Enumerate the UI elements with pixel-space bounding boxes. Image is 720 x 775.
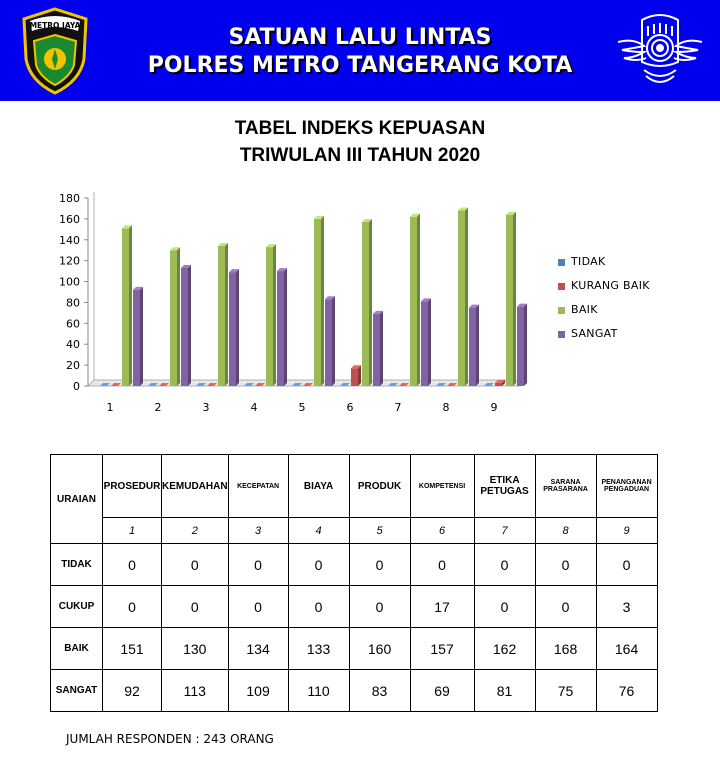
column-header: ETIKA PETUGAS — [474, 455, 535, 518]
bar-front — [314, 219, 321, 386]
table-cell: 0 — [228, 544, 288, 586]
bar — [133, 287, 143, 386]
bar — [469, 305, 479, 386]
bar — [517, 304, 527, 386]
y-tick-label: 100 — [59, 275, 80, 289]
bar-front — [181, 268, 188, 386]
table-cell: 133 — [288, 628, 349, 670]
legend-swatch — [558, 283, 565, 290]
y-tick-label: 80 — [66, 296, 80, 310]
bar — [421, 298, 431, 386]
table-index-row — [51, 518, 658, 544]
bar-front — [469, 308, 476, 386]
x-tick-label: 5 — [298, 401, 306, 414]
table-cell: 0 — [288, 586, 349, 628]
table-row — [51, 628, 658, 670]
bar — [170, 247, 180, 386]
legend-label: TIDAK — [571, 255, 606, 268]
table-cell: 69 — [410, 670, 474, 712]
bar-front — [229, 272, 236, 386]
bar-side — [380, 311, 383, 386]
x-tick-label: 8 — [442, 401, 450, 414]
table-cell: 110 — [288, 670, 349, 712]
column-header: PROSEDUR — [103, 455, 162, 518]
bar — [458, 208, 468, 386]
y-tick-label: 40 — [66, 338, 80, 352]
legend-item — [558, 279, 718, 303]
table-header-row — [51, 455, 658, 518]
bar-side — [332, 296, 335, 386]
corner-header: URAIAN — [51, 455, 103, 544]
bar — [218, 243, 228, 386]
bar-side — [273, 244, 276, 386]
bar-front — [133, 290, 140, 386]
bar-front — [373, 314, 380, 386]
bar-front — [325, 299, 332, 386]
bar — [277, 268, 287, 386]
column-index: 3 — [228, 518, 288, 544]
table-row — [51, 586, 658, 628]
table-cell: 0 — [288, 544, 349, 586]
column-header: PRODUK — [349, 455, 410, 518]
table-cell: 157 — [410, 628, 474, 670]
bar-front — [458, 211, 465, 386]
chart-legend — [558, 255, 718, 351]
bar-front — [495, 383, 502, 386]
x-tick-label: 6 — [346, 401, 354, 414]
satisfaction-bar-chart — [40, 186, 540, 416]
bar-side — [513, 212, 516, 386]
bar-side — [177, 247, 180, 386]
column-index: 6 — [410, 518, 474, 544]
table-cell: 17 — [410, 586, 474, 628]
bar — [266, 244, 276, 386]
bar-front — [170, 250, 177, 386]
table-row — [51, 544, 658, 586]
bar-side — [524, 304, 527, 386]
header-title-line1: SATUAN LALU LINTAS — [228, 25, 492, 50]
column-header: KOMPETENSI — [410, 455, 474, 518]
column-index: 4 — [288, 518, 349, 544]
badge-text: METRO JAYA — [29, 21, 81, 30]
table-cell: 134 — [228, 628, 288, 670]
chart-title-line2: TRIWULAN III TAHUN 2020 — [239, 145, 481, 166]
bar-front — [362, 222, 369, 386]
column-header: BIAYA — [288, 455, 349, 518]
column-header: PENANGANAN PENGADUAN — [596, 455, 657, 518]
table-cell: 75 — [535, 670, 596, 712]
y-tick-label: 180 — [59, 192, 80, 205]
bar-side — [358, 365, 361, 386]
table-row — [51, 670, 658, 712]
table-cell: 0 — [535, 544, 596, 586]
column-header: KEMUDAHAN — [162, 455, 229, 518]
bar-front — [517, 307, 524, 386]
table-cell: 0 — [103, 586, 162, 628]
bar-front — [122, 228, 129, 386]
bar-side — [140, 287, 143, 386]
table-cell: 3 — [596, 586, 657, 628]
metro-jaya-badge-icon — [20, 7, 90, 95]
bar-side — [321, 216, 324, 386]
legend-swatch — [558, 331, 565, 338]
bar-side — [476, 305, 479, 386]
table-cell: 130 — [162, 628, 229, 670]
table-cell: 164 — [596, 628, 657, 670]
table-cell: 151 — [103, 628, 162, 670]
bar-front — [277, 271, 284, 386]
table-cell: 83 — [349, 670, 410, 712]
table-cell: 0 — [410, 544, 474, 586]
bar — [410, 214, 420, 386]
column-index: 7 — [474, 518, 535, 544]
bar-front — [351, 368, 358, 386]
table-cell: 0 — [228, 586, 288, 628]
y-tick-label: 140 — [59, 233, 80, 247]
table-cell: 0 — [596, 544, 657, 586]
legend-label: SANGAT — [571, 327, 618, 340]
table-cell: 0 — [103, 544, 162, 586]
x-tick-label: 3 — [202, 401, 210, 414]
table-cell: 0 — [162, 544, 229, 586]
table-cell: 0 — [162, 586, 229, 628]
bar-front — [266, 247, 273, 386]
table-cell: 0 — [349, 544, 410, 586]
bar-side — [369, 219, 372, 386]
bar-side — [417, 214, 420, 386]
bar — [314, 216, 324, 386]
table-cell: 81 — [474, 670, 535, 712]
table-cell: 76 — [596, 670, 657, 712]
x-tick-label: 2 — [154, 401, 162, 414]
bar — [181, 265, 191, 386]
y-tick-label: 20 — [66, 359, 80, 373]
column-index: 9 — [596, 518, 657, 544]
row-label: SANGAT — [51, 670, 103, 712]
table-cell: 0 — [474, 544, 535, 586]
legend-label: BAIK — [571, 303, 598, 316]
bar-front — [506, 215, 513, 386]
column-header: KECEPATAN — [228, 455, 288, 518]
y-tick-label: 160 — [59, 212, 80, 226]
column-index: 5 — [349, 518, 410, 544]
bar — [506, 212, 516, 386]
legend-swatch — [558, 307, 565, 314]
y-tick-label: 0 — [73, 380, 80, 393]
satisfaction-table — [50, 454, 658, 712]
row-label: TIDAK — [51, 544, 103, 586]
y-tick-label: 120 — [59, 254, 80, 268]
table-cell: 92 — [103, 670, 162, 712]
table-cell: 0 — [474, 586, 535, 628]
table-cell: 109 — [228, 670, 288, 712]
table-cell: 113 — [162, 670, 229, 712]
x-tick-label: 9 — [490, 401, 498, 414]
legend-label: KURANG BAIK — [571, 279, 650, 292]
legend-item — [558, 327, 718, 351]
traffic-police-emblem-icon — [614, 8, 706, 90]
legend-item — [558, 255, 718, 279]
bar — [122, 225, 132, 386]
y-tick-label: 60 — [66, 317, 80, 331]
bar — [325, 296, 335, 386]
bar-side — [428, 298, 431, 386]
column-index: 2 — [162, 518, 229, 544]
bar — [362, 219, 372, 386]
header-banner — [0, 0, 720, 101]
column-index: 8 — [535, 518, 596, 544]
table-cell: 0 — [349, 586, 410, 628]
row-label: CUKUP — [51, 586, 103, 628]
x-tick-label: 4 — [250, 401, 258, 414]
table-cell: 162 — [474, 628, 535, 670]
respondent-count: JUMLAH RESPONDEN : 243 ORANG — [66, 732, 274, 746]
x-tick-label: 1 — [106, 401, 114, 414]
column-header: SARANA PRASARANA — [535, 455, 596, 518]
bar-front — [410, 217, 417, 386]
bar-side — [284, 268, 287, 386]
row-label: BAIK — [51, 628, 103, 670]
bar — [351, 365, 361, 386]
table-cell: 168 — [535, 628, 596, 670]
header-title-line2: POLRES METRO TANGERANG KOTA — [147, 53, 573, 78]
table-cell: 160 — [349, 628, 410, 670]
bar — [373, 311, 383, 386]
bar-front — [421, 301, 428, 386]
bar-side — [236, 269, 239, 386]
bar-side — [465, 208, 468, 386]
chart-title-line1: TABEL INDEKS KEPUASAN — [234, 118, 486, 139]
bar — [229, 269, 239, 386]
bar-front — [218, 246, 225, 386]
bar-side — [188, 265, 191, 386]
bar-side — [129, 225, 132, 386]
legend-item — [558, 303, 718, 327]
bar-side — [225, 243, 228, 386]
x-tick-label: 7 — [394, 401, 402, 414]
table-cell: 0 — [535, 586, 596, 628]
legend-swatch — [558, 259, 565, 266]
column-index: 1 — [103, 518, 162, 544]
